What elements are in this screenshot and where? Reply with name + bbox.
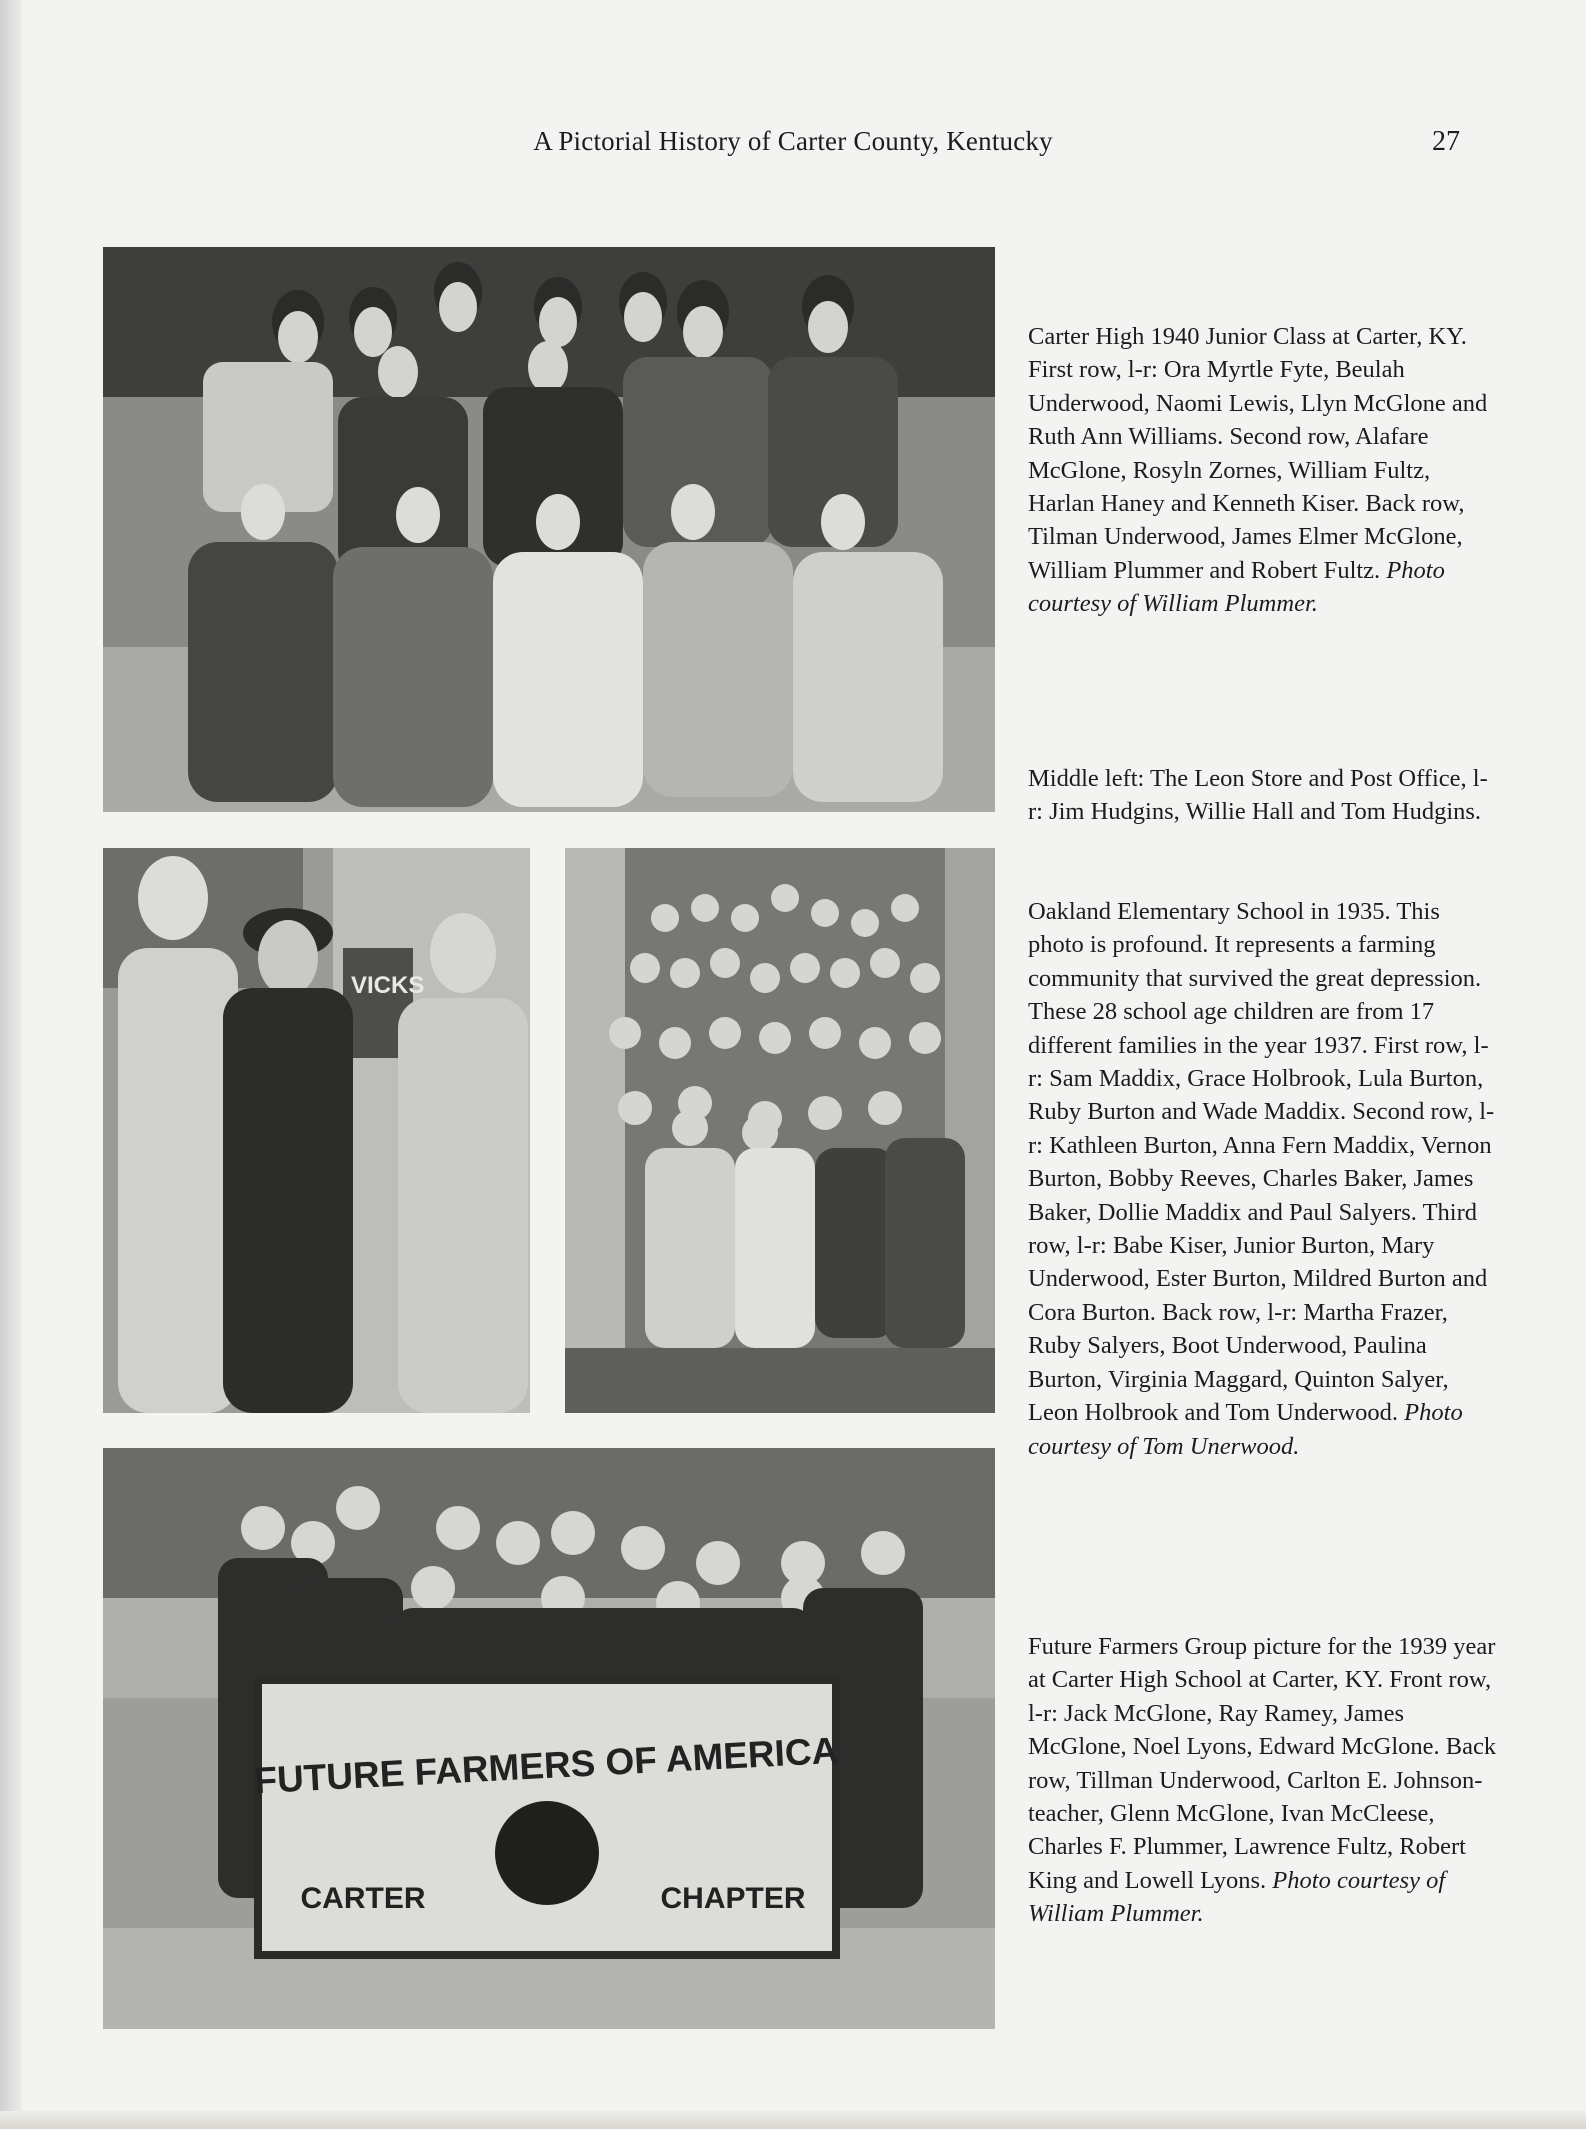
caption-future-farmers [1028,1630,1498,1931]
oakland-school-photo [565,848,995,1413]
caption-credit: Photo courtesy of William Plummer. [1028,1866,1446,1928]
banner-left-word: CARTER [300,1882,426,1915]
banner-title: FUTURE FARMERS OF AMERICA [253,1729,840,1802]
caption-text: Middle left: The Leon Store and Post Office, l-r: Jim Hudgins, Willie Hall and Tom Hudgins. [1028,765,1488,826]
store-sign-text: VICKS [351,972,425,999]
caption-credit: Photo courtesy of Tom Unerwood. [1028,1399,1463,1460]
leon-store-photo [103,848,530,1413]
banner-right-word: CHAPTER [660,1882,806,1915]
page-binding-edge [0,0,22,2129]
caption-text: Carter High 1940 Junior Class at Carter, KY. First row, l-r: Ora Myrtle Fyte, Beulah Underwood, Naomi Lewis, Llyn McGlone and Ruth Ann Williams. Second row, Alafare McGlone, Rosyln Zornes, William Fultz, Harlan Haney and Kenneth Kiser. Back row, Tilman Underwood, James Elmer McGlone, William Plummer and Robert Fultz. [1028,323,1488,584]
running-head: A Pictorial History of Carter County, Kentucky [533,126,1053,156]
caption-oakland-school [1028,895,1498,1463]
caption-text: Future Farmers Group picture for the 1939 year at Carter High School at Carter, KY. Front row, l-r: Jack McGlone, Ray Ramey, James McGlone, Noel Lyons, Edward McGlone. Back row, Tillman Underwood, Carlton E. Johnson-teacher, Glenn McGlone, Ivan McCleese, Charles F. Plummer, Lawrence Fultz, Robert King and Lowell Lyons. [1028,1633,1497,1894]
caption-text: Oakland Elementary School in 1935. This photo is profound. It represents a farming community that survived the great depression. These 28 school age children are from 17 different families in the year 1937. First row, l-r: Sam Maddix, Grace Holbrook, Lula Burton, Ruby Burton and Wade Maddix. Second row, l-r: Kathleen Burton, Anna Fern Maddix, Vernon Burton, Bobby Reeves, Charles Baker, James Baker, Dollie Maddix and Paul Salyers. Third row, l-r: Babe Kiser, Junior Burton, Mary Underwood, Ester Burton, Mildred Burton and Cora Burton. Back row, l-r: Martha Frazer, Ruby Salyers, Boot Underwood, Paulina Burton, Virginia Maggard, Quinton Salyer, Leon Holbrook and Tom Underwood. [1028,898,1495,1427]
caption-credit: Photo courtesy of William Plummer. [1028,556,1445,618]
caption-junior-class [1028,320,1498,621]
future-farmers-photo [103,1448,995,2029]
page-bottom-edge [0,2111,1586,2129]
caption-leon-store [1028,762,1498,829]
junior-class-photo [103,247,995,812]
page-number: 27 [1432,126,1460,157]
